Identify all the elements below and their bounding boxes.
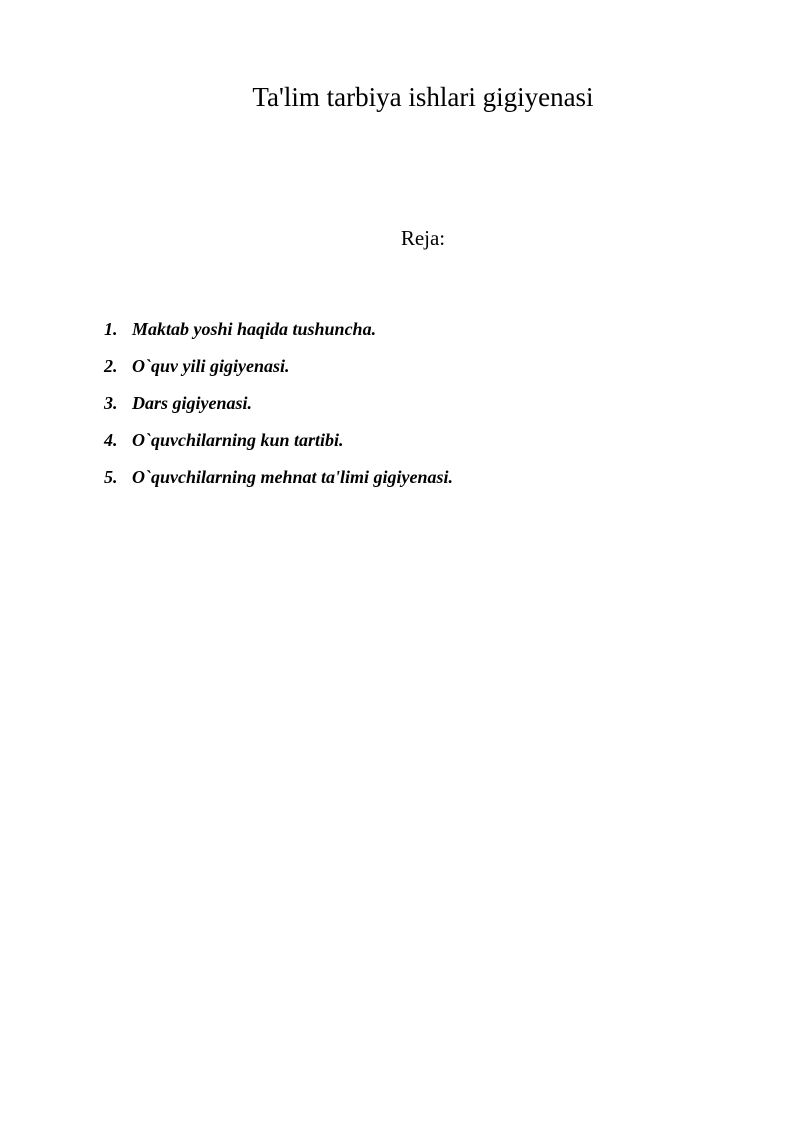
list-item-number: 2. bbox=[104, 356, 118, 376]
list-item bbox=[104, 459, 453, 496]
list-item-text: O`quvchilarning kun tartibi. bbox=[132, 430, 344, 450]
list-item-text: O`quvchilarning mehnat ta'limi gigiyenasi. bbox=[132, 467, 454, 487]
list-item-number: 5. bbox=[104, 467, 118, 487]
list-item-number: 1. bbox=[104, 319, 118, 339]
list-item-text: Dars gigiyenasi. bbox=[132, 393, 253, 413]
list-item-number: 3. bbox=[104, 393, 118, 413]
list-item bbox=[104, 385, 453, 422]
list-item-text: Maktab yoshi haqida tushuncha. bbox=[132, 319, 377, 339]
page-title: Ta'lim tarbiya ishlari gigiyenasi bbox=[252, 82, 594, 112]
list-item bbox=[104, 348, 453, 385]
plan-list bbox=[104, 311, 453, 496]
plan-heading: Reja: bbox=[400, 226, 446, 250]
list-item-text: O`quv yili gigiyenasi. bbox=[132, 356, 290, 376]
list-item-number: 4. bbox=[104, 430, 118, 450]
list-item bbox=[104, 311, 453, 348]
list-item bbox=[104, 422, 453, 459]
